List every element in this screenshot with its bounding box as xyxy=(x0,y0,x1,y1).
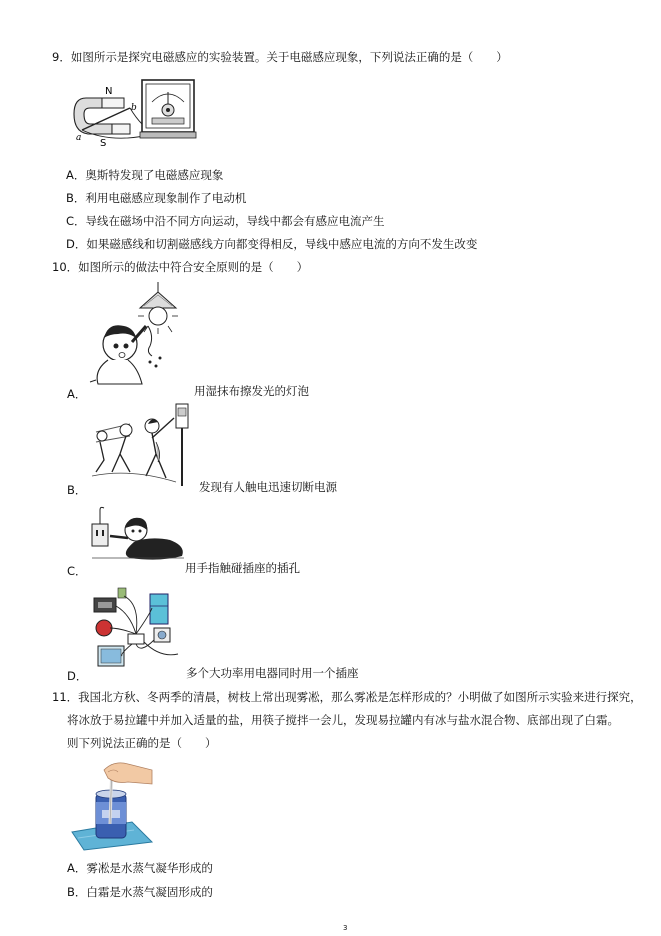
q10-option-b-text[interactable]: 发现有人触电迅速切断电源 xyxy=(199,480,337,494)
q10-figure-c xyxy=(90,506,186,564)
q10-option-c-text[interactable]: 用手指触碰插座的插孔 xyxy=(185,561,300,575)
q9-figure xyxy=(72,78,202,150)
q10-option-a-text[interactable]: 用湿抹布擦发光的灯泡 xyxy=(194,384,309,398)
wire-a-label: a xyxy=(76,133,82,143)
q10-figure-d xyxy=(90,584,186,670)
q11-option-a[interactable]: A．雾凇是水蒸气凝华形成的 xyxy=(67,861,213,875)
q10-option-b-letter[interactable]: B． xyxy=(67,483,87,497)
magnet-s-label: S xyxy=(100,138,107,149)
q10-figure-a xyxy=(88,282,194,388)
q10-option-a-letter[interactable]: A． xyxy=(67,387,87,401)
q9-option-c[interactable]: C．导线在磁场中沿不同方向运动，导线中都会有感应电流产生 xyxy=(66,214,385,228)
q10-stem: 10．如图所示的做法中符合安全原则的是（ ） xyxy=(52,260,309,274)
page-number: 3 xyxy=(343,924,348,932)
magnet-n-label: N xyxy=(105,86,113,97)
wire-b-label: b xyxy=(131,103,137,113)
q11-option-b[interactable]: B．白霜是水蒸气凝固形成的 xyxy=(67,885,213,899)
q9-option-d[interactable]: D．如果磁感线和切割磁感线方向都变得相反，导线中感应电流的方向不发生改变 xyxy=(66,237,478,251)
q10-option-d-letter[interactable]: D． xyxy=(67,669,88,683)
q11-stem-line-2: 将冰放于易拉罐中并加入适量的盐，用筷子搅拌一会儿，发现易拉罐内有冰与盐水混合物、底部出现了白霜。 xyxy=(67,713,619,727)
q10-option-c-letter[interactable]: C． xyxy=(67,564,87,578)
q11-stem-line-3: 则下列说法正确的是（ ） xyxy=(67,736,217,750)
q10-option-d-text[interactable]: 多个大功率用电器同时用一个插座 xyxy=(186,666,359,680)
q10-figure-b xyxy=(90,402,198,488)
q9-stem: 9．如图所示是探究电磁感应的实验装置。关于电磁感应现象，下列说法正确的是（ ） xyxy=(52,50,508,64)
q9-option-b[interactable]: B．利用电磁感应现象制作了电动机 xyxy=(66,191,247,205)
q11-figure xyxy=(68,758,156,852)
q9-option-a[interactable]: A．奥斯特发现了电磁感应现象 xyxy=(66,168,224,182)
q11-stem-line-1: 11．我国北方秋、冬两季的清晨，树枝上常出现雾凇，那么雾凇是怎样形成的？小明做了如图所示实验来进行探究， xyxy=(52,690,642,704)
